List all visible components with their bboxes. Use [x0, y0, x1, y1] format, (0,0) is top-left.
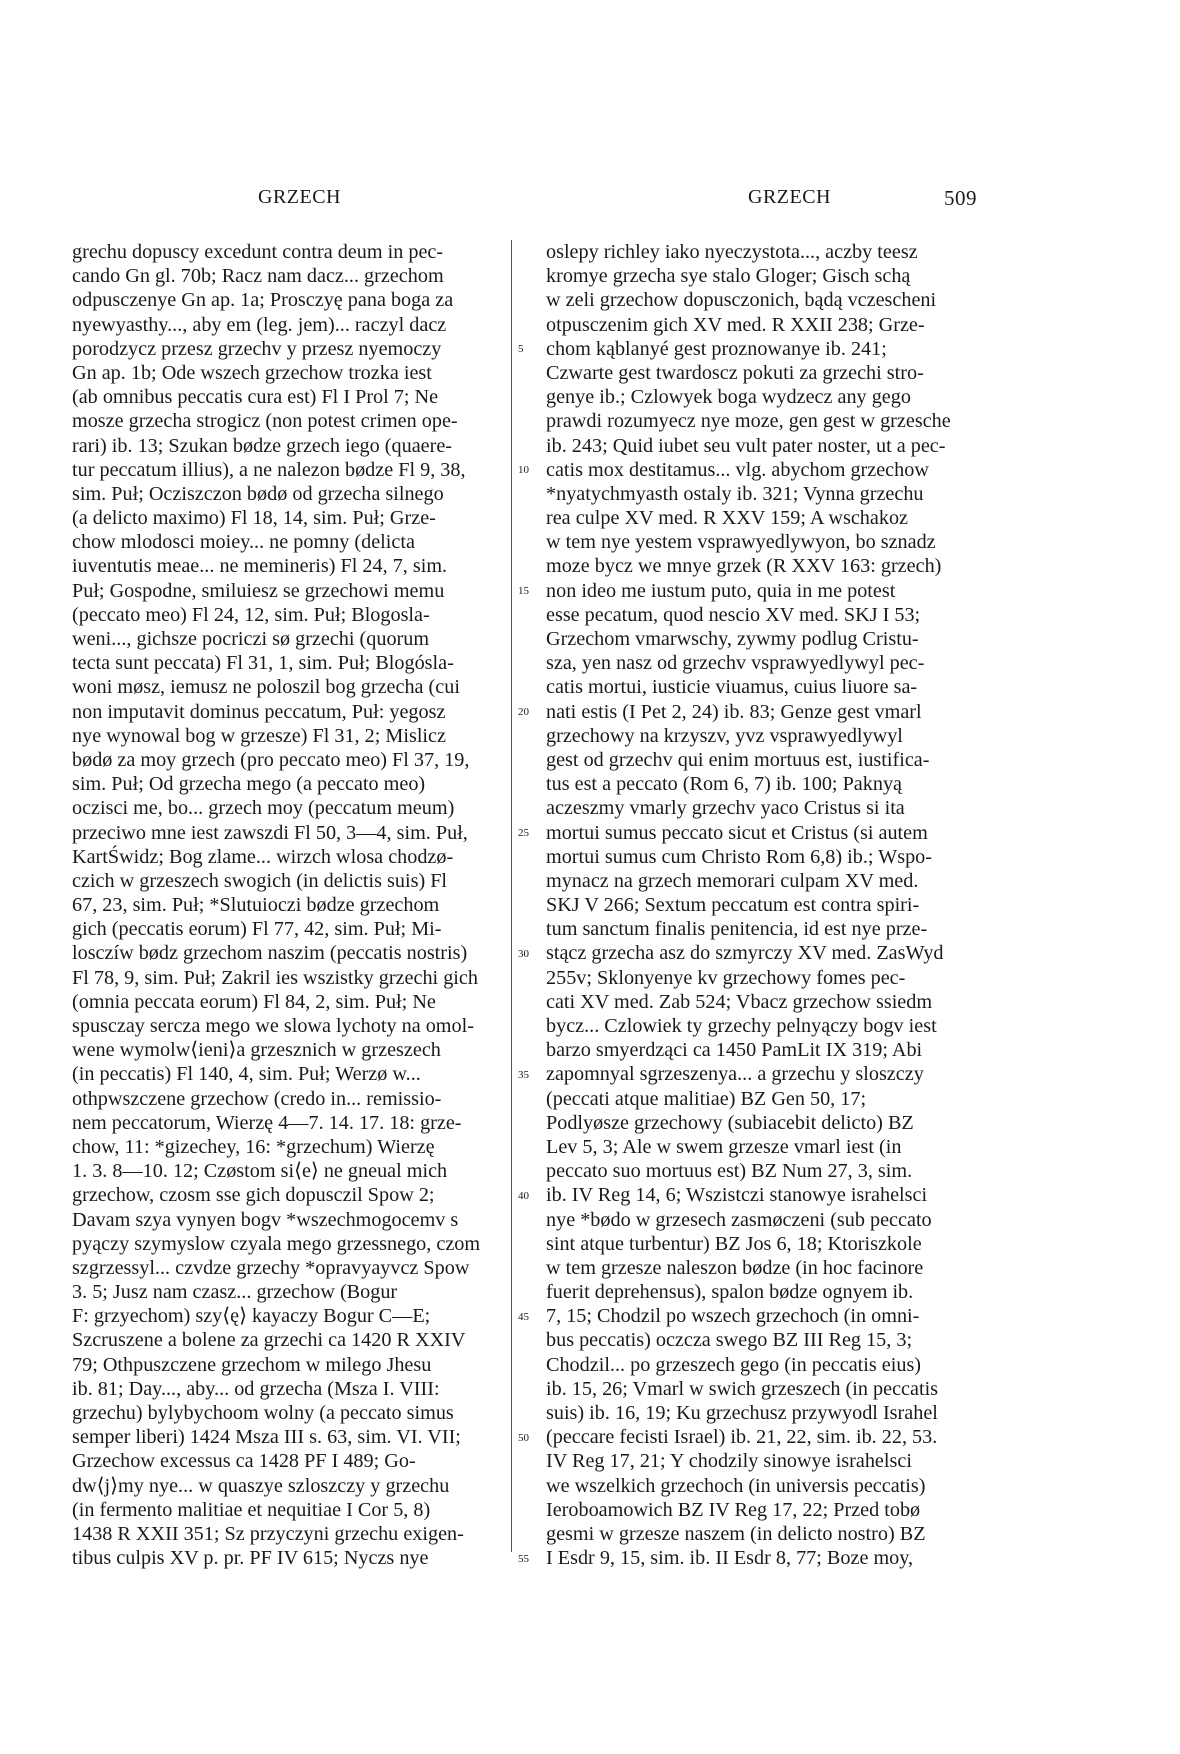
- text-line: bødø za moy grzech (pro peccato meo) Fl 37, 19,: [72, 748, 470, 771]
- text-line: sza, yen nasz od grzechv vsprawyedlywyl pec-: [546, 652, 925, 675]
- text-line: IV Reg 17, 21; Y chodzily sinowye israhelsci: [546, 1450, 912, 1473]
- line-number: 25: [518, 826, 529, 839]
- text-line: F: grzyechom) szy⟨ę⟩ kayaczy Bogur C—E;: [72, 1305, 431, 1328]
- text-line: nye wynowal bog w grzesze) Fl 31, 2; Mislicz: [72, 724, 446, 747]
- text-line: kromye grzecha sye stalo Gloger; Gisch schą: [546, 265, 911, 288]
- text-line: ib. 81; Day..., aby... od grzecha (Msza I. VIII:: [72, 1377, 440, 1400]
- line-number: 55: [518, 1552, 529, 1565]
- text-line: peccato suo mortuus est) BZ Num 27, 3, sim.: [546, 1160, 913, 1183]
- left-column: [72, 240, 507, 1570]
- text-line: mortui sumus peccato sicut et Cristus (si autem: [546, 821, 928, 844]
- text-line: catis mox destitamus... vlg. abychom grzechow: [546, 458, 929, 481]
- text-line: nye *bødo w grzesech zasmøczeni (sub peccato: [546, 1208, 932, 1231]
- text-line: aczeszmy vmarly grzechv yaco Cristus si ita: [546, 797, 905, 820]
- text-line: esse pecatum, quod nescio XV med. SKJ I 53;: [546, 603, 921, 626]
- text-line: rari) ib. 13; Szukan bødze grzech iego (quaere-: [72, 434, 453, 457]
- text-line: we wszelkich grzechoch (in universis peccatis): [546, 1474, 926, 1497]
- column-divider: [511, 240, 512, 1552]
- line-number: 40: [518, 1189, 529, 1202]
- text-line: w tem grzesze naleszon bødze (in hoc facinore: [546, 1256, 924, 1279]
- text-line: w tem nye yestem vsprawyedlywyon, bo sznadz: [546, 531, 936, 554]
- page-number: 509: [944, 186, 977, 210]
- text-line: 79; Othpuszczene grzechom w milego Jhesu: [72, 1353, 432, 1376]
- text-line: stącz grzecha asz do szmyrczy XV med. ZasWyd: [546, 942, 944, 965]
- text-line: przeciwo mne iest zawszdi Fl 50, 3—4, sim. Puł,: [72, 821, 468, 844]
- text-line: grzechu) bylybychoom wolny (a peccato simus: [72, 1402, 454, 1424]
- text-line: dw⟨j⟩my nye... w quaszye szloszczy y grzechu: [72, 1474, 450, 1497]
- text-line: fuerit deprehensus), spalon bødze ognyem ib.: [546, 1281, 914, 1304]
- text-line: chom kąblanyé gest proznowanye ib. 241;: [546, 337, 887, 360]
- text-line: (peccare fecisti Israel) ib. 21, 22, sim. ib. 22, 53.: [546, 1426, 938, 1449]
- text-line: Grzechow excessus ca 1428 PF I 489; Go-: [72, 1450, 416, 1473]
- text-line: 1. 3. 8—10. 12; Czøstom si⟨e⟩ ne gneual mich: [72, 1160, 448, 1183]
- right-column: [546, 240, 981, 1570]
- text-line: othpwszczene grzechow (credo in... remissio-: [72, 1087, 442, 1110]
- text-line: gest od grzechv qui enim mortuus est, iustifica-: [546, 748, 930, 771]
- text-line: I Esdr 9, 15, sim. ib. II Esdr 8, 77; Boze moy,: [546, 1547, 914, 1570]
- text-line: losczíw bødz grzechom naszim (peccatis nostris): [72, 942, 468, 965]
- text-line: zapomnyal sgrzeszenya... a grzechu y sloszczy: [546, 1063, 924, 1086]
- text-line: genye ib.; Czlowyek boga wydzecz any gego: [546, 386, 911, 409]
- text-line: non ideo me iustum puto, quia in me potest: [546, 579, 896, 602]
- text-line: iuventutis meae... ne memineris) Fl 24, 7, sim.: [72, 555, 448, 578]
- text-line: sim. Puł; Od grzecha mego (a peccato meo): [72, 773, 426, 796]
- text-line: chow mlodosci moiey... ne pomny (delicta: [72, 531, 415, 554]
- text-line: porodzycz przesz grzechv y przesz nyemoczy: [72, 337, 442, 360]
- text-line: sim. Puł; Ocziszczon bødø od grzecha silnego: [72, 482, 444, 505]
- text-line: (in fermento malitiae et nequitiae I Cor 5, 8): [72, 1498, 431, 1521]
- text-line: mosze grzecha strogicz (non potest crimen ope-: [72, 410, 458, 433]
- text-line: Czwarte gest twardoscz pokuti za grzechi stro-: [546, 361, 924, 384]
- text-line: wene wymolw⟨ieni⟩a grzesznich w grzeszech: [72, 1039, 441, 1062]
- text-line: ib. IV Reg 14, 6; Wszistczi stanowye israhelsci: [546, 1184, 928, 1207]
- line-number: 10: [518, 463, 529, 476]
- text-line: bycz... Czlowiek ty grzechy pelnyączy bogv iest: [546, 1015, 937, 1037]
- text-line: tum sanctum finalis penitencia, id est nye prze-: [546, 918, 928, 941]
- text-line: odpusczenye Gn ap. 1a; Prosczyę pana boga za: [72, 289, 454, 312]
- line-number: 15: [518, 584, 529, 597]
- text-line: Gn ap. 1b; Ode wszech grzechow trozka iest: [72, 361, 432, 384]
- text-line: pyączy szymyslow czyala mego grzessnego, czom: [72, 1232, 481, 1255]
- text-line: 7, 15; Chodzil po wszech grzechoch (in omni-: [546, 1305, 920, 1328]
- running-head-left: GRZECH: [258, 186, 341, 208]
- text-line: weni..., gichsze pocriczi sø grzechi (quorum: [72, 628, 430, 650]
- text-line: Podlyøsze grzechowy (subiacebit delicto) BZ: [546, 1111, 914, 1134]
- text-line: gesmi w grzesze naszem (in delicto nostro) BZ: [546, 1522, 926, 1545]
- text-line: 67, 23, sim. Puł; *Slutuioczi bødze grzechom: [72, 894, 440, 917]
- line-number: 20: [518, 705, 529, 718]
- text-line: 255v; Sklonyenye kv grzechowy fomes pec-: [546, 966, 906, 989]
- text-line: (a delicto maximo) Fl 18, 14, sim. Puł; Grze-: [72, 507, 436, 530]
- text-line: *nyatychmyasth ostaly ib. 321; Vynna grzechu: [546, 482, 924, 505]
- line-number: 45: [518, 1310, 529, 1323]
- text-line: cati XV med. Zab 524; Vbacz grzechow ssiedm: [546, 990, 933, 1013]
- text-line: KartŚwidz; Bog zlame... wirzch wlosa chodzø-: [72, 845, 454, 868]
- text-line: chow, 11: *gizechey, 16: *grzechum) Wierzę: [72, 1135, 435, 1158]
- line-number: 30: [518, 947, 529, 960]
- text-line: SKJ V 266; Sextum peccatum est contra spiri-: [546, 894, 920, 917]
- text-line: czich w grzeszech swogich (in delictis suis) Fl: [72, 869, 448, 892]
- text-line: tus est a peccato (Rom 6, 7) ib. 100; Paknyą: [546, 773, 903, 796]
- text-line: woni møsz, iemusz ne poloszil bog grzecha (cui: [72, 676, 460, 699]
- text-line: Chodzil... po grzeszech gego (in peccatis eius): [546, 1353, 922, 1376]
- text-line: tecta sunt peccata) Fl 31, 1, sim. Puł; Blogósla-: [72, 652, 454, 675]
- text-line: nem peccatorum, Wierzę 4—7. 14. 17. 18: grze-: [72, 1111, 462, 1134]
- text-line: grzechow, czosm sse gich dopusczil Spow 2;: [72, 1184, 435, 1207]
- text-line: grzechowy na krzyszv, yvz vsprawyedlywyl: [546, 724, 903, 747]
- text-line: nyewyasthy..., aby em (leg. jem)... raczyl dacz: [72, 313, 447, 336]
- text-line: nati estis (I Pet 2, 24) ib. 83; Genze gest vmarl: [546, 700, 922, 723]
- text-line: gich (peccatis eorum) Fl 77, 42, sim. Puł; Mi-: [72, 918, 442, 941]
- text-line: Szcruszene a bolene za grzechi ca 1420 R XXIV: [72, 1329, 466, 1352]
- text-line: Puł; Gospodne, smiluiesz se grzechowi memu: [72, 579, 445, 602]
- text-line: barzo smyerdząci ca 1450 PamLit IX 319; Abi: [546, 1039, 923, 1062]
- text-line: 1438 R XXII 351; Sz przyczyni grzechu exigen-: [72, 1522, 464, 1545]
- text-line: mynacz na grzech memorari culpam XV med.: [546, 869, 919, 892]
- text-line: oczisci me, bo... grzech moy (peccatum meum): [72, 797, 455, 820]
- line-number: 35: [518, 1068, 529, 1081]
- text-line: Lev 5, 3; Ale w swem grzesze vmarl iest (in: [546, 1135, 902, 1158]
- text-line: moze bycz we mnye grzek (R XXV 163: grzech): [546, 555, 942, 578]
- running-head-right: GRZECH: [748, 186, 831, 208]
- text-line: (ab omnibus peccatis cura est) Fl I Prol 7; Ne: [72, 386, 439, 409]
- line-number: 50: [518, 1431, 529, 1444]
- text-line: spusczay sercza mego we slowa lychoty na omol-: [72, 1015, 474, 1037]
- text-line: bus peccatis) oczcza swego BZ III Reg 15, 3;: [546, 1329, 913, 1352]
- text-line: Davam szya vynyen bogv *wszechmogocemv s: [72, 1208, 459, 1231]
- text-line: (peccati atque malitiae) BZ Gen 50, 17;: [546, 1087, 867, 1110]
- text-line: szgrzessyl... czvdze grzechy *opravyayvcz Spow: [72, 1256, 470, 1279]
- line-number: 5: [518, 342, 524, 355]
- text-line: Grzechom vmarwschy, zywmy podlug Cristu-: [546, 628, 919, 650]
- text-line: (peccato meo) Fl 24, 12, sim. Puł; Blogosla-: [72, 603, 430, 626]
- text-line: rea culpe XV med. R XXV 159; A wschakoz: [546, 507, 909, 530]
- text-line: catis mortui, iusticie viuamus, cuius liuore sa-: [546, 676, 918, 699]
- text-line: tibus culpis XV p. pr. PF IV 615; Nyczs nye: [72, 1547, 429, 1570]
- text-line: mortui sumus cum Christo Rom 6,8) ib.; Wspo-: [546, 845, 932, 868]
- text-line: Ieroboamowich BZ IV Reg 17, 22; Przed tobø: [546, 1498, 921, 1521]
- text-line: grechu dopuscy excedunt contra deum in pec-: [72, 241, 444, 263]
- text-line: Fl 78, 9, sim. Puł; Zakril ies wszistky grzechi gich: [72, 966, 478, 989]
- text-line: 3. 5; Jusz nam czasz... grzechow (Bogur: [72, 1281, 398, 1304]
- text-line: oslepy richley iako nyeczystota..., aczby teesz: [546, 241, 918, 263]
- text-line: w zeli grzechow dopusczonich, bądą vczescheni: [546, 289, 937, 312]
- text-line: (in peccatis) Fl 140, 4, sim. Puł; Werzø w...: [72, 1063, 421, 1086]
- text-line: sint atque turbentur) BZ Jos 6, 18; Ktoriszkole: [546, 1232, 922, 1255]
- text-line: ib. 15, 26; Vmarl w swich grzeszech (in peccatis: [546, 1377, 939, 1400]
- text-line: (omnia peccata eorum) Fl 84, 2, sim. Puł; Ne: [72, 990, 436, 1013]
- text-line: non imputavit dominus peccatum, Puł: yegosz: [72, 700, 446, 723]
- text-line: otpusczenim gich XV med. R XXII 238; Grze-: [546, 313, 925, 336]
- text-line: suis) ib. 16, 19; Ku grzechusz przywyodl Israhel: [546, 1402, 938, 1424]
- text-line: prawdi rozumyecz nye moze, gen gest w grzesche: [546, 410, 951, 433]
- text-line: semper liberi) 1424 Msza III s. 63, sim. VI. VII;: [72, 1426, 461, 1449]
- text-line: cando Gn gl. 70b; Racz nam dacz... grzechom: [72, 265, 444, 288]
- text-line: tur peccatum illius), a ne nalezon bødze Fl 9, 38,: [72, 458, 466, 481]
- text-line: ib. 243; Quid iubet seu vult pater noster, ut a pec-: [546, 434, 946, 457]
